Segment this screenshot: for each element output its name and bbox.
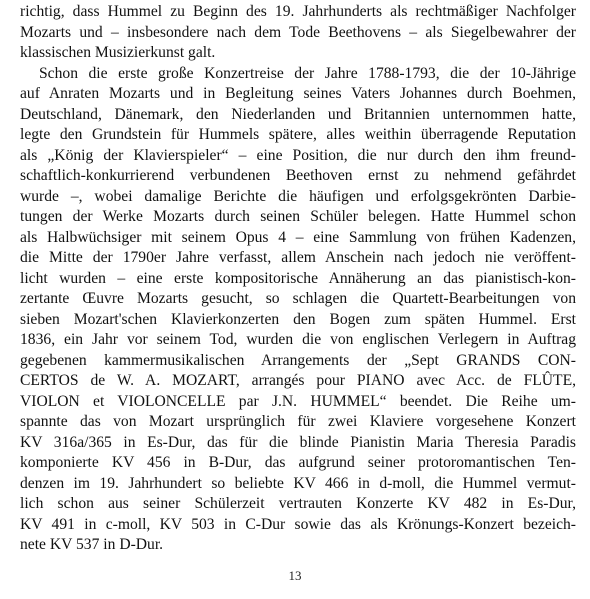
text-line: denzen im 19. Jahrhundert so beliebte KV 466 in d-moll, die Hummel vermut- [20, 474, 576, 492]
text-line: richtig, dass Hummel zu Beginn des 19. Jahrhunderts als rechtmäßiger Nachfolger [20, 3, 576, 20]
text-line: CERTOS de W. A. MOZART, arrangés pour PIANO avec Acc. de FLÛTE, [20, 372, 576, 389]
text-line: schaftlich-konkurrierend verbundenen Beethoven ernst zu nehmend gefährdet [20, 167, 576, 184]
text-line: spannte das von Mozart ursprünglich für zwei Klaviere vorgesehene Konzert [20, 413, 576, 430]
text-line: auf Anraten Mozarts und in Begleitung seines Vaters Johannes durch Boehmen, [20, 85, 576, 102]
text-line: Schon die erste große Konzertreise der Jahre 1788-1793, die der 10-Jährige [39, 64, 576, 82]
text-line: VIOLON et VIOLONCELLE par J.N. HUMMEL“ beendet. Die Reihe um- [20, 392, 576, 410]
text-line: Mozarts und – insbesondere nach dem Tode Beethovens – als Siegelbewahrer der [20, 23, 576, 41]
text-line: licht wurden – eine erste kompositorische Annäherung an das pianistisch-kon- [20, 269, 576, 287]
text-line: tungen der Werke Mozarts durch seinen Schüler belegen. Hatte Hummel schon [20, 208, 576, 225]
text-line: als „König der Klavierspieler“ – eine Position, die nur durch den ihm freund- [20, 146, 576, 164]
text-line: Deutschland, Dänemark, den Niederlanden und Britannien unternommen hatte, [20, 105, 576, 123]
text-line: sieben Mozart'schen Klavierkonzerten den Bogen zum späten Hummel. Erst [20, 310, 576, 328]
text-line: legte den Grundstein für Hummels spätere, alles weithin überragende Reputation [20, 126, 576, 143]
text-line: als Halbwüchsiger mit seinem Opus 4 – eine Sammlung von frühen Kadenzen, [20, 228, 576, 246]
text-line: lich schon aus seiner Schülerzeit vertrauten Konzerte KV 482 in Es-Dur, [20, 495, 576, 512]
text-line: wurde –, wobei damalige Berichte die häufigen und erfolgsgekrönten Darbie- [20, 187, 576, 205]
text-line: 1836, ein Jahr vor seinem Tod, wurden die von englischen Verlegern in Auftrag [20, 331, 576, 348]
text-line: die Mitte der 1790er Jahre verfasst, allem Anschein nach jedoch nie veröffent- [20, 249, 576, 266]
page-number: 13 [288, 568, 302, 583]
paragraph-1 [20, 2, 576, 64]
text-line: zertante Œuvre Mozarts gesucht, so schlagen die Quartett-Bearbeitungen von [20, 290, 576, 307]
text-line: KV 316a/365 in Es-Dur, das für die blinde Pianistin Maria Theresia Paradis [20, 433, 576, 451]
text-line: nete KV 537 in D-Dur. [20, 536, 164, 553]
text-line: klassischen Musizierkunst galt. [20, 44, 216, 61]
text-line: komponierte KV 456 in B-Dur, das aufgrund seiner protoromantischen Ten- [20, 454, 576, 471]
text-line: KV 491 in c-moll, KV 503 in C-Dur sowie das als Krönungs-Konzert bezeich- [20, 515, 576, 533]
paragraph-2 [20, 64, 576, 556]
body-text [20, 2, 576, 556]
text-line: gegebenen kammermusikalischen Arrangements der „Sept GRANDS CON- [20, 351, 576, 369]
